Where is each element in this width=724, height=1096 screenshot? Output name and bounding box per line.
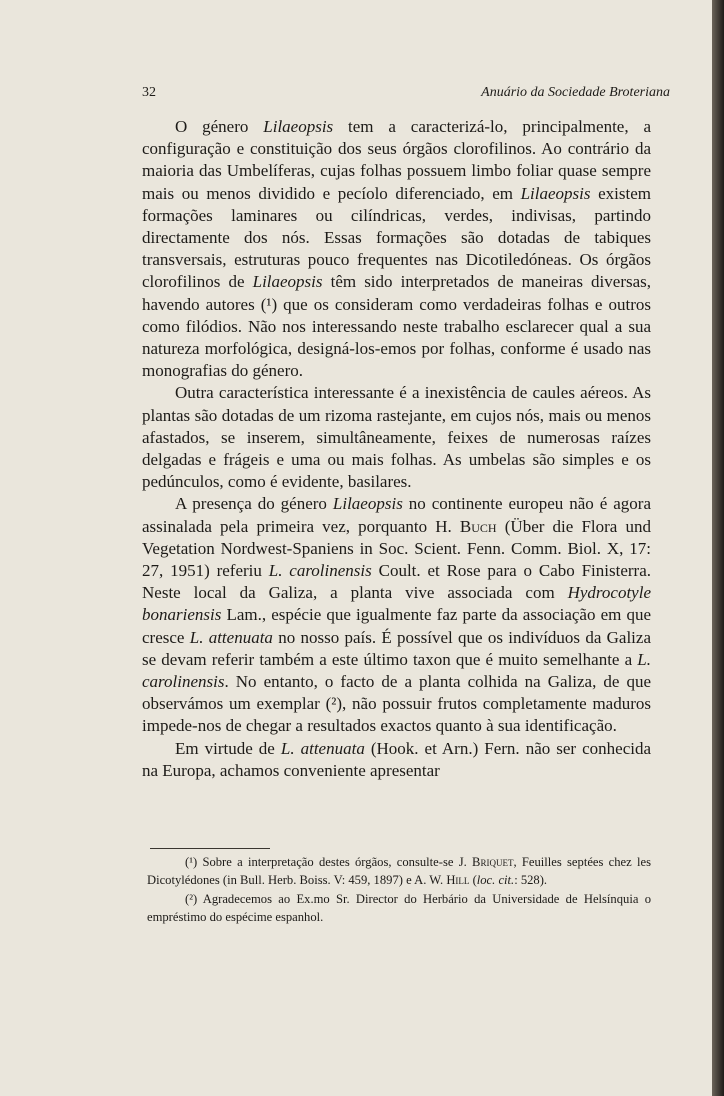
footnote-1: (¹) Sobre a interpretação destes órgãos, consulte-se J. Briquet, Feuilles septées chez les Dicotylédones (in Bull. Herb. Boiss. V: 459, 1897) e A. W. Hill (loc. cit.: 528). [147,855,652,888]
page-number: 32 [142,85,156,100]
paragraph-3: A presença do género Lilaeopsis no continente europeu não é agora assinalada pela primeira vez, porquanto H. Buch (Über die Flora und Vegetation Nordwest-Spaniens in Soc. Scient. Fenn. Comm. Biol. X, 17: 27, 1951) referiu L. carolinensis Coult. et Rose para o Cabo Finisterra. Neste local da Galiza, a planta vive associada com Hydrocotyle bonariensis Lam., espécie que igualmente faz parte da associação em que cresce L. attenuata no nosso país. É possível que os indivíduos da Galiza se devam referir também a este último taxon que é muito semelhante a L. carolinensis. No entanto, o facto de a planta colhida na Galiza, de que observámos um exemplar (²), não possuir frutos completamente maduros impede-nos de chegar a resultados exactos quanto à sua identificação. [142,494,651,736]
footnote-divider [150,848,270,849]
body-text [142,116,651,782]
footnotes [147,853,651,927]
book-edge [712,0,724,1096]
paragraph-4: Em virtude de L. attenuata (Hook. et Arn.) Fern. não ser conhecida na Europa, achamos conveniente apresentar [142,738,652,780]
journal-title: Anuário da Sociedade Broteriana [481,85,670,100]
footnote-2: (²) Agradecemos ao Ex.mo Sr. Director do Herbário da Universidade de Helsínquia o empréstimo do espécime espanhol. [147,891,651,925]
paragraph-2: Outra característica interessante é a inexistência de caules aéreos. As plantas são dotadas de um rizoma rastejante, em cujos nós, mais ou menos afastados, se inserem, simultâneamente, feixes de numerosas raízes delgadas e frágeis e uma ou mais folhas. As umbelas são simples e os pedúnculos, como é evidente, basilares. [142,383,651,492]
paragraph-1: O género Lilaeopsis tem a caracterizá-lo, principalmente, a configuração e constituição dos seus órgãos clorofilinos. Ao contrário da maioria das Umbelíferas, cujas folhas possuem limbo foliar quase sempre mais ou menos dividido e pecíolo diferenciado, em Lilaeopsis existem formações laminares ou cilíndricas, verdes, indivisas, partindo directamente dos nós. Essas formações são dotadas de tabiques transversais, estruturas pouco frequentes nas Dicotiledóneas. Os órgãos clorofilinos de Lilaeopsis têm sido interpretados de maneiras diversas, havendo autores (¹) que os consideram como verdadeiras folhas e outros como filódios. Não nos interessando neste trabalho esclarecer qual a sua natureza morfológica, designá-los-emos por folhas, conforme é usado nas monografias do género. [142,117,652,381]
